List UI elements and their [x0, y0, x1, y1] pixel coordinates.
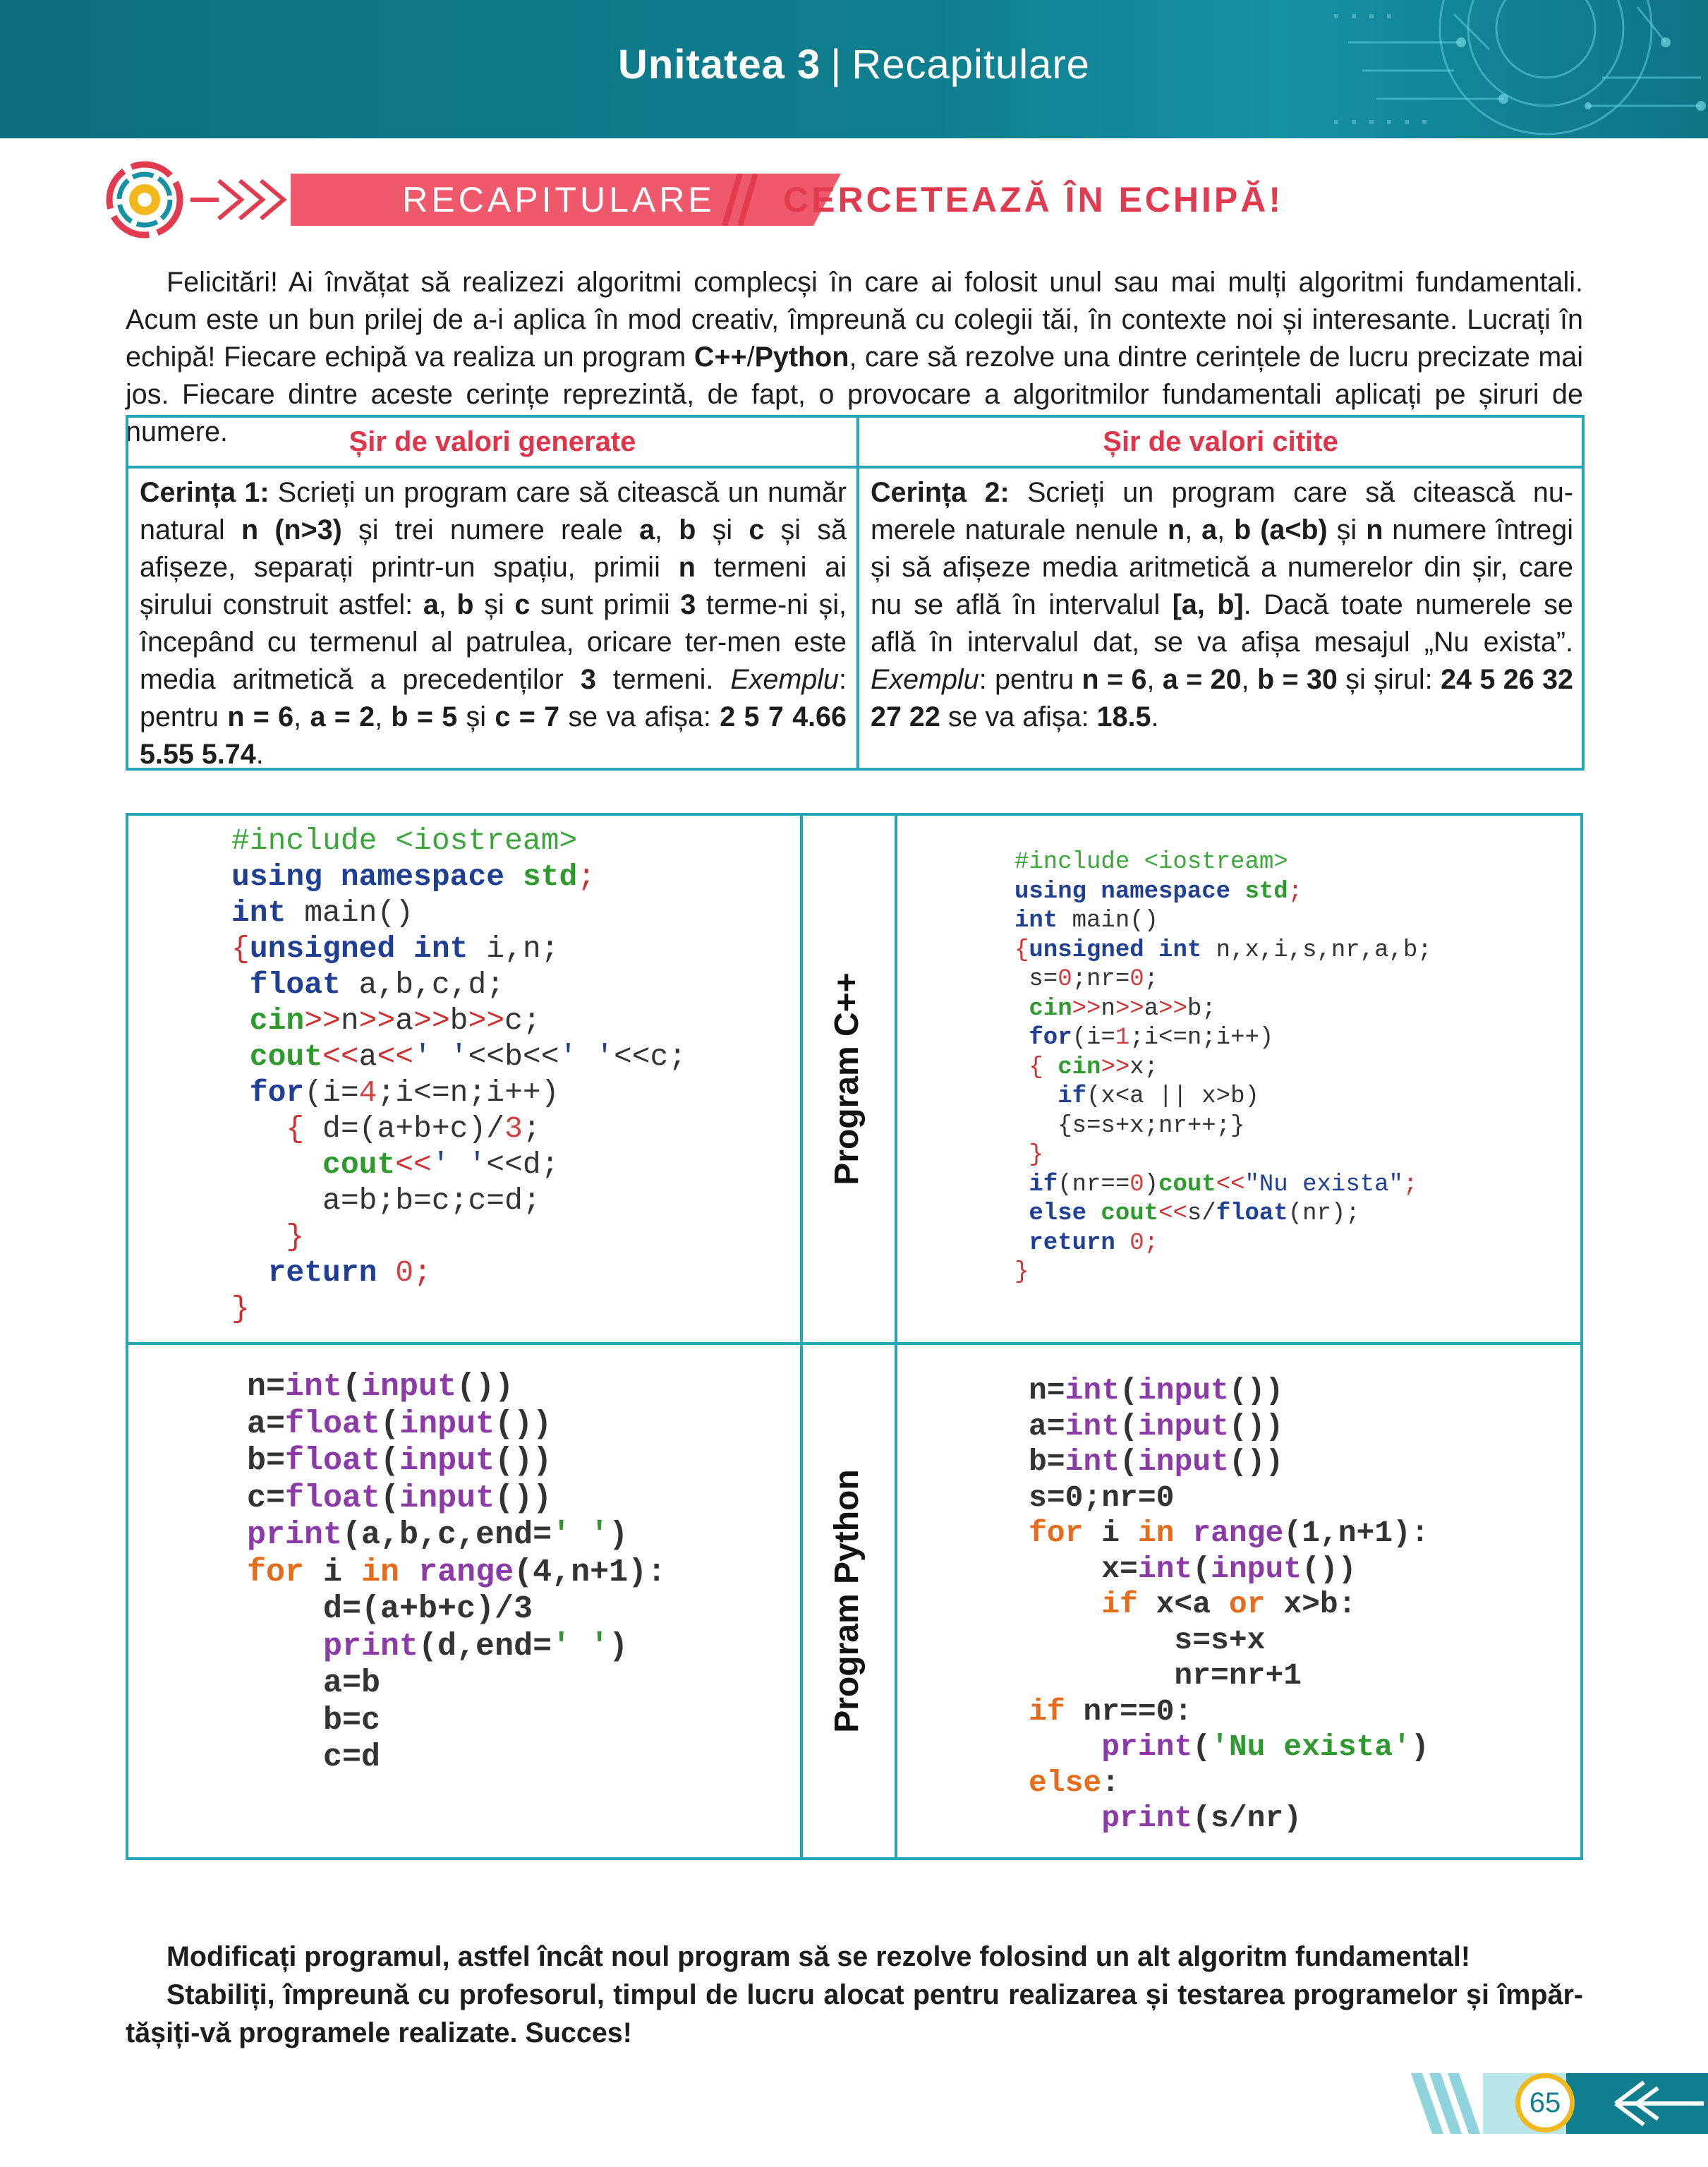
code-token: ) — [609, 1628, 629, 1665]
code-token: ) — [1144, 1171, 1159, 1198]
task-1-var: n (n>3) — [241, 514, 342, 545]
code-token: int — [1137, 1551, 1193, 1586]
task-2-example-value: 24 5 26 32 27 22 — [871, 664, 1573, 732]
code-line: s=0;nr=0 — [1029, 1480, 1175, 1515]
code-token: input — [1137, 1408, 1229, 1444]
code-token: 3 — [504, 1111, 523, 1146]
task-2-text: , — [1146, 664, 1163, 695]
code-token: a= — [1029, 1408, 1065, 1444]
code-token: x>b: — [1265, 1587, 1357, 1622]
task-2-text: se va afișa: — [940, 701, 1097, 732]
code-token: n,x,i,s,nr,a,b; — [1201, 936, 1432, 964]
task-1-example-value: n = 6 — [227, 701, 294, 732]
code-token: nr==0: — [1065, 1694, 1193, 1729]
code-token: b; — [1187, 995, 1216, 1022]
code-token: b — [449, 1003, 468, 1038]
closing-line-1: Modificați programul, astfel încât noul program să se rezolve folosind un alt algoritm fundamental! — [166, 1941, 1470, 1972]
code-line: {s=s+x;nr++;} — [1014, 1112, 1245, 1140]
code-token: i,n; — [468, 931, 559, 966]
code-token: ' ' — [431, 1147, 487, 1182]
code-token: ( — [1192, 1730, 1211, 1764]
code-token: ()) — [1228, 1408, 1284, 1444]
code-token: ; — [1403, 1171, 1418, 1198]
task-2-var: n — [1168, 514, 1185, 545]
code-token — [1174, 1516, 1192, 1550]
code-token: ()) — [495, 1480, 552, 1516]
code-token: 0 — [1129, 1171, 1144, 1198]
task-1-text: se va afișa: — [559, 701, 720, 732]
task-2-example-value: b = 30 — [1256, 664, 1338, 695]
cpp-code-task-1 — [231, 823, 686, 1327]
code-token: for — [1029, 1516, 1084, 1550]
code-token: d=(a+b+c)/ — [322, 1111, 505, 1146]
task-1-text: : pentru — [140, 664, 847, 732]
table-divider — [856, 418, 859, 768]
code-line: #include <iostream> — [231, 823, 578, 858]
table-header-divider — [128, 466, 1582, 469]
cpp-code-task-2 — [1014, 848, 1432, 1288]
task-2-text: : pentru — [979, 664, 1082, 695]
task-2 — [871, 474, 1573, 736]
code-token: i — [304, 1554, 362, 1590]
code-token: for — [231, 1075, 305, 1110]
code-token: float — [285, 1443, 381, 1479]
code-token: a — [358, 1039, 377, 1074]
code-token: int — [1065, 1444, 1120, 1479]
code-token: 0 — [377, 1255, 414, 1290]
task-1-text: și — [457, 701, 495, 732]
code-token: { — [1014, 936, 1029, 964]
code-line: b=c — [247, 1702, 381, 1739]
code-token: << — [1158, 1200, 1187, 1227]
code-token: >> — [468, 1003, 505, 1038]
code-token: (s/nr) — [1192, 1801, 1302, 1835]
code-token: ' ' — [552, 1628, 610, 1665]
code-line: } — [1014, 1259, 1029, 1286]
code-token: ()) — [1228, 1373, 1284, 1408]
code-token: >> — [1115, 995, 1144, 1022]
task-2-var: b (a<b) — [1234, 514, 1328, 545]
task-1 — [140, 474, 847, 773]
code-token: ; — [522, 1111, 541, 1146]
banner-tagline: CERCETEAZĂ ÎN ECHIPĂ! — [783, 180, 1284, 219]
code-token: ) — [1410, 1730, 1429, 1764]
task-1-example-label: Exemplu — [730, 664, 839, 695]
python-code-task-1 — [247, 1369, 666, 1777]
code-token: s/ — [1187, 1200, 1216, 1227]
code-token: ; — [413, 1255, 432, 1290]
intro-text-end: , care să rezolve una dintre cerințele de lucru precizate mai jos. Fiecare dintre aceste cerințe reprezintă, de fapt, o provocare a algoritmilor fundamentali aplicați pe șiruri de numere. — [126, 342, 1583, 447]
code-token: << — [395, 1147, 432, 1182]
task-2-text: , — [1217, 514, 1235, 545]
task-2-text: Scrieți un program care să citească nu-merele naturale nenule — [871, 477, 1574, 545]
code-token: range — [1192, 1516, 1284, 1550]
task-1-text: și să afișeze, separați printr-un spațiu, primii — [140, 514, 847, 583]
intro-slash: / — [746, 342, 755, 373]
task-2-result: 18.5 — [1096, 701, 1151, 732]
code-token: n= — [1029, 1373, 1065, 1408]
code-token: 0 — [1058, 966, 1072, 993]
code-token: ' ' — [552, 1517, 610, 1553]
code-token: return — [1014, 1229, 1115, 1257]
code-line: } — [1014, 1142, 1043, 1169]
code-token: cin — [1058, 1054, 1101, 1081]
code-token: ( — [380, 1406, 400, 1442]
code-token: ' ' — [413, 1039, 468, 1074]
code-token: (d,end= — [418, 1628, 552, 1665]
code-token — [399, 1555, 418, 1590]
python-code-task-2 — [1029, 1373, 1429, 1837]
code-token: (nr== — [1058, 1171, 1130, 1198]
task-1-example-value: c = 7 — [495, 701, 560, 732]
code-token: n — [1101, 995, 1115, 1022]
code-token: else — [1014, 1200, 1087, 1227]
task-1-text: , — [375, 701, 392, 732]
task-1-text: și trei numere reale — [341, 514, 640, 545]
task-1-text: și — [696, 514, 749, 545]
unit-title — [0, 41, 1708, 88]
task-1-label: Cerința 1: — [140, 477, 269, 508]
code-token: ( — [342, 1369, 362, 1405]
label-program-cpp: Program C++ — [828, 972, 866, 1185]
code-token: float — [285, 1480, 381, 1516]
task-2-var: a — [1201, 514, 1218, 545]
code-token: float — [1216, 1200, 1288, 1227]
code-token: >> — [1158, 995, 1187, 1022]
code-token: if — [1014, 1083, 1087, 1110]
code-token: input — [1211, 1551, 1302, 1586]
task-1-var: b — [679, 514, 696, 545]
task-1-example-value: b = 5 — [391, 701, 458, 732]
code-token: s= — [1014, 966, 1058, 993]
label-program-python: Program Python — [828, 1469, 866, 1733]
code-token: (nr); — [1288, 1200, 1360, 1227]
unit-number: Unitatea 3 — [618, 42, 821, 87]
code-line: c=d — [247, 1739, 381, 1775]
task-1-text: , — [438, 589, 457, 620]
code-token: << — [1216, 1171, 1245, 1198]
task-1-var: b — [456, 589, 474, 620]
page-number: 65 — [1515, 2073, 1575, 2132]
code-token: ' ' — [559, 1039, 614, 1074]
code-token: i — [1083, 1516, 1138, 1550]
code-token: for — [1014, 1025, 1072, 1051]
task-2-text: și — [1327, 514, 1367, 545]
task-2-text: . — [1151, 701, 1159, 732]
task-2-text: , — [1241, 664, 1257, 695]
header-read-values: Șir de valori citite — [1103, 426, 1338, 457]
code-token: print — [247, 1628, 419, 1665]
code-token: float — [285, 1406, 381, 1442]
code-token: unsigned int — [249, 931, 468, 966]
task-1-text: , — [293, 701, 310, 732]
code-token: input — [399, 1480, 495, 1516]
code-token: ()) — [495, 1443, 552, 1479]
intro-text: Felicitări! Ai învățat să realizezi algoritmi complecși în care ai folosit unul sau mai mulți algoritmi fundamentali. Acum este un bun prilej de a-i aplica în mod creativ, împreună cu colegii tăi, în contexte noi și interesante. Lucrați în echipă! Fiecare echipă va realiza un program — [126, 267, 1583, 373]
code-token: >> — [304, 1003, 341, 1038]
code-token: >> — [1101, 1054, 1130, 1081]
code-token: ;i<=n;i++) — [377, 1075, 559, 1110]
closing-line-2: Stabiliți, împreună cu profesorul, timpul de lucru alocat pentru realizarea și testarea programelor și împăr-tășiți-vă programele realizate. Succes! — [126, 1979, 1583, 2048]
code-token: unsigned int — [1029, 936, 1202, 964]
code-token: n — [340, 1003, 359, 1038]
code-token: x<a — [1137, 1587, 1229, 1622]
code-token: for — [247, 1554, 305, 1590]
code-token: int — [285, 1369, 343, 1405]
task-2-var: n — [1366, 514, 1383, 545]
header-generated-values: Șir de valori generate — [349, 426, 636, 457]
code-token: cout — [1086, 1200, 1159, 1227]
code-token: if — [1029, 1587, 1138, 1622]
code-token: (i= — [1072, 1025, 1115, 1051]
task-1-text: terme-ni și, începând cu termenul al patrulea, oricare ter-men este media aritmetică a precedenților — [140, 589, 847, 695]
task-2-example-value: n = 6 — [1082, 664, 1147, 695]
code-token: ; — [1144, 966, 1159, 993]
gear-target-icon — [106, 161, 183, 239]
code-token: ( — [1120, 1444, 1138, 1479]
task-1-var: 3 — [580, 664, 596, 695]
grid-divider — [895, 816, 897, 1857]
slash-divider-icon — [709, 174, 758, 226]
code-token: main() — [286, 895, 414, 930]
code-token: >> — [413, 1003, 450, 1038]
task-2-example-value: a = 20 — [1162, 664, 1242, 695]
code-token: ) — [609, 1517, 629, 1553]
code-token: std — [1230, 878, 1288, 905]
task-1-text: termeni ai șirului construit astfel: — [140, 552, 847, 620]
code-token: print — [1029, 1801, 1193, 1835]
code-grid — [126, 813, 1583, 1860]
section-name: Recapitulare — [852, 42, 1090, 87]
section-banner — [106, 161, 1446, 239]
grid-divider — [800, 816, 803, 1857]
code-token: in — [361, 1554, 400, 1590]
task-1-text: și — [473, 589, 515, 620]
code-token: ( — [1120, 1408, 1138, 1444]
code-token: n= — [247, 1369, 286, 1405]
code-token: a — [1144, 995, 1159, 1022]
code-token: range — [418, 1554, 514, 1590]
code-token: else — [1029, 1765, 1102, 1800]
task-2-var: [a, b] — [1172, 589, 1244, 620]
task-1-example-value: a = 2 — [310, 701, 375, 732]
code-token: if — [1014, 1171, 1058, 1198]
code-line: d=(a+b+c)/3 — [247, 1591, 533, 1627]
header-band — [0, 0, 1708, 138]
code-token: (a,b,c,end= — [342, 1517, 552, 1553]
code-token: cout — [231, 1147, 396, 1182]
code-token: : — [1101, 1765, 1120, 1800]
task-2-text: , — [1185, 514, 1202, 545]
code-token: <<b<< — [468, 1039, 559, 1074]
task-2-text: numere întregi și să afișeze media aritmetică a numerelor din șir, care nu se află în intervalul — [871, 514, 1574, 620]
code-token: b= — [1029, 1444, 1065, 1479]
code-token: float — [231, 967, 341, 1002]
task-1-result: 2 5 7 4.66 5.55 5.74 — [140, 701, 847, 770]
code-token: a — [395, 1003, 414, 1038]
task-1-var: a — [639, 514, 655, 545]
code-token: ( — [1192, 1551, 1211, 1586]
code-token: ()) — [495, 1406, 552, 1442]
code-token: (1,n+1): — [1283, 1516, 1429, 1550]
task-2-text: și șirul: — [1337, 664, 1441, 695]
code-token: cin — [1014, 995, 1072, 1022]
code-token: x= — [1029, 1551, 1138, 1586]
code-token: << — [322, 1039, 359, 1074]
code-token: ;nr= — [1072, 966, 1130, 993]
code-line: a=b;b=c;c=d; — [231, 1183, 541, 1218]
code-token: 0 — [1115, 1229, 1144, 1257]
code-token: input — [361, 1369, 457, 1405]
code-token: { — [231, 931, 250, 966]
intro-cpp: C++ — [694, 342, 747, 373]
task-table — [126, 415, 1585, 771]
title-separator: | — [830, 42, 842, 87]
code-token: 'Nu exista' — [1211, 1730, 1411, 1764]
code-token: << — [377, 1039, 414, 1074]
code-line: s=s+x — [1029, 1622, 1266, 1658]
code-token: 4 — [358, 1075, 377, 1110]
code-token: print — [247, 1517, 343, 1553]
task-1-text: termeni. — [595, 664, 731, 695]
code-token: cout — [1158, 1171, 1216, 1198]
code-token: main() — [1058, 907, 1159, 934]
code-token: "Nu exista" — [1244, 1171, 1403, 1198]
code-token: <<c; — [613, 1039, 687, 1074]
code-token: return — [231, 1255, 377, 1290]
closing-instructions — [126, 1938, 1583, 2052]
code-token: int — [1014, 907, 1058, 934]
code-token: in — [1137, 1516, 1175, 1550]
code-token: cout — [231, 1039, 323, 1074]
code-token: (i= — [304, 1075, 359, 1110]
code-token: ()) — [1228, 1444, 1284, 1479]
code-token: int — [231, 895, 286, 930]
code-token: { — [231, 1111, 323, 1146]
code-token: ( — [380, 1480, 400, 1516]
code-token: input — [399, 1406, 495, 1442]
code-token: >> — [358, 1003, 396, 1038]
task-1-var: a — [423, 589, 439, 620]
code-token: c; — [504, 1003, 541, 1038]
code-token: if — [1029, 1694, 1065, 1729]
code-token: using namespace — [231, 859, 505, 894]
code-line: nr=nr+1 — [1029, 1658, 1302, 1693]
code-line: } — [231, 1219, 305, 1254]
code-token: a= — [247, 1406, 286, 1442]
code-token: ; — [1144, 1229, 1159, 1257]
code-token: ; — [577, 859, 596, 894]
task-1-var: c — [749, 514, 765, 545]
code-line: #include <iostream> — [1014, 849, 1288, 876]
task-2-example-label: Exemplu — [871, 664, 979, 695]
code-token: ; — [1288, 878, 1303, 905]
code-token: x; — [1129, 1054, 1159, 1081]
code-token: int — [1065, 1373, 1120, 1408]
code-token: cin — [231, 1003, 305, 1038]
code-token: (4,n+1): — [514, 1554, 667, 1590]
code-token: { — [1014, 1054, 1058, 1081]
code-token: (x<a || x>b) — [1086, 1083, 1259, 1110]
code-token: ;i<=n;i++) — [1129, 1025, 1274, 1051]
code-token: using namespace — [1014, 878, 1231, 905]
code-token: ( — [380, 1443, 400, 1479]
code-token: ( — [1120, 1373, 1138, 1408]
task-2-label: Cerința 2: — [871, 477, 1010, 508]
task-1-text: Scrieți un program care să citească un număr natural — [140, 477, 847, 545]
code-token: 0 — [1129, 966, 1144, 993]
task-1-var: n — [678, 552, 696, 583]
code-token: ()) — [1302, 1551, 1357, 1586]
intro-python: Python — [754, 342, 849, 373]
banner-label: RECAPITULARE — [402, 180, 715, 219]
task-1-text: , — [655, 514, 679, 545]
task-1-var: 3 — [680, 589, 696, 620]
grid-divider — [128, 1342, 1580, 1345]
code-token: input — [1137, 1373, 1229, 1408]
code-token: std — [504, 859, 578, 894]
code-token: 1 — [1115, 1025, 1130, 1051]
code-line: a=b — [247, 1665, 381, 1701]
task-1-var: c — [514, 589, 531, 620]
code-token: <<d; — [486, 1147, 559, 1182]
code-token: a,b,c,d; — [340, 967, 505, 1002]
task-2-text: . Dacă toate numerele se află în intervalul dat, se va afișa mesajul „Nu exista”. — [871, 589, 1574, 658]
code-token: ()) — [456, 1369, 514, 1405]
task-1-text: sunt primii — [530, 589, 681, 620]
code-token: c= — [247, 1480, 286, 1516]
code-token: or — [1228, 1587, 1266, 1622]
code-token: >> — [1072, 995, 1101, 1022]
code-token: input — [399, 1443, 495, 1479]
code-token: b= — [247, 1443, 286, 1479]
code-line: } — [231, 1291, 250, 1326]
code-token: input — [1137, 1444, 1229, 1479]
code-token: int — [1065, 1408, 1120, 1444]
task-1-text: . — [255, 739, 264, 770]
code-token: print — [1029, 1730, 1193, 1764]
